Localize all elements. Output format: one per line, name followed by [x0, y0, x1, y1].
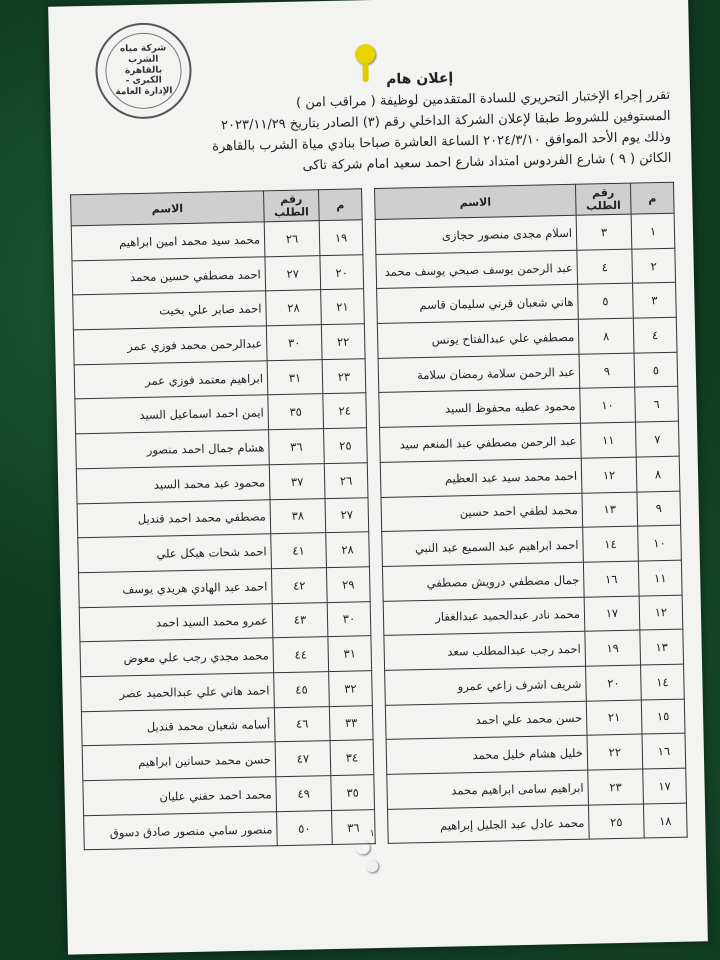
cell-code: ١١ [580, 422, 636, 458]
cell-num: ٢٤ [323, 393, 367, 429]
push-pin-icon [355, 44, 375, 64]
cell-name: ايمن احمد اسماعيل السيد [75, 395, 269, 434]
cell-name: عبد الرحمن سلامة رمضان سلامة [378, 354, 580, 393]
cell-num: ٨ [636, 456, 680, 492]
cell-code: ٤٤ [273, 637, 329, 673]
cell-num: ٢٢ [321, 324, 365, 360]
cell-code: ٢٦ [264, 221, 320, 257]
seal-text: شركة مياه الشرب بالقاهرة الكبرى - الإدارة العامة [115, 43, 173, 98]
cell-code: ٢٨ [266, 290, 322, 326]
cell-num: ٢٣ [322, 358, 366, 394]
cell-num: ٢ [632, 248, 676, 284]
table-row [388, 803, 688, 844]
cell-code: ٤٣ [272, 602, 328, 638]
cell-name: احمد صابر علي بخيت [73, 291, 267, 330]
cell-name: مصطفي محمد احمد قنديل [77, 499, 271, 538]
cell-num: ٢٥ [324, 428, 368, 464]
cell-num: ٣ [633, 283, 677, 319]
cell-code: ١٠ [580, 388, 636, 424]
cell-code: ٤ [577, 249, 633, 285]
candidates-table-right [374, 182, 688, 845]
cell-num: ٣٦ [332, 809, 376, 845]
cell-code: ٥ [578, 284, 634, 320]
cell-name: منصور سامي منصور صادق دسوق [84, 811, 278, 850]
cell-num: ٣٣ [329, 705, 373, 741]
column-header-code: رقم الطلب [264, 190, 320, 222]
cell-code: ٤٦ [274, 706, 330, 742]
column-header-name: الاسم [375, 184, 577, 219]
cell-num: ٢٩ [326, 567, 370, 603]
cell-name: محمد احمد حفني عليان [83, 777, 277, 816]
cell-code: ٢٢ [587, 734, 643, 770]
cell-num: ١٨ [643, 803, 687, 839]
column-header-code: رقم الطلب [575, 183, 631, 215]
candidates-tables [70, 182, 674, 840]
cell-num: ٢٠ [320, 254, 364, 290]
header-line-1: تقرر إجراء الإختبار التحريري للسادة المتقدمين لوظيفة ( مراقب امن ) [295, 87, 671, 111]
cell-name: احمد مصطفي حسين محمد [72, 257, 266, 296]
cell-code: ٣٨ [270, 498, 326, 534]
cell-code: ٢٣ [588, 769, 644, 805]
cell-code: ٣٦ [269, 429, 325, 465]
column-header-num: م [630, 182, 674, 214]
table-row [84, 809, 376, 850]
cell-code: ١٩ [585, 630, 641, 666]
cell-num: ٣٢ [329, 671, 373, 707]
cell-num: ٧ [635, 421, 679, 457]
cell-code: ٢٠ [586, 665, 642, 701]
cell-name: محمد سيد محمد امين ابراهيم [71, 222, 265, 261]
cell-code: ٣٧ [269, 463, 325, 499]
cell-name: عبدالرحمن محمد فوزي عمر [73, 326, 267, 365]
cell-num: ٢٧ [325, 497, 369, 533]
cell-code: ٩ [579, 353, 635, 389]
cell-code: ١٢ [581, 457, 637, 493]
cell-code: ١٤ [583, 526, 639, 562]
cell-name: أسامه شعبان محمد قنديل [81, 707, 275, 746]
cell-name: عمرو محمد السيد احمد [79, 603, 273, 642]
cell-name: احمد ابراهيم عبد السميع عبد النبي [382, 527, 584, 566]
cell-num: ١٧ [643, 768, 687, 804]
announcement-header [110, 66, 672, 178]
column-header-name: الاسم [71, 191, 265, 226]
cell-name: هشام جمال احمد منصور [76, 430, 270, 469]
cell-name: احمد هاني علي عبدالحميد عصر [81, 673, 275, 712]
cell-name: عبد الرحمن يوسف صبحي يوسف محمد [376, 250, 578, 289]
cell-code: ٥٠ [277, 810, 333, 846]
cell-code: ٣ [576, 214, 632, 250]
cell-code: ٣٥ [268, 394, 324, 430]
header-line-3: وذلك يوم الأحد الموافق ٢٠٢٤/٣/١٠ الساعة العاشرة صباحا بنادي مياة الشرب بالقاهرة [212, 129, 672, 155]
cell-name: احمد شحات هيكل علي [78, 534, 272, 573]
cell-name: ابراهيم سامى ابراهيم محمد [387, 770, 589, 809]
cell-name: محمد مجدي رجب علي معوض [80, 638, 274, 677]
cell-code: ٤٧ [275, 741, 331, 777]
cell-code: ٤٩ [276, 776, 332, 812]
cell-name: مصطفي علي عبدالفتاح يونس [377, 319, 579, 358]
cell-code: ٤٥ [274, 672, 330, 708]
cell-num: ١٩ [319, 220, 363, 256]
announcement-paper [48, 0, 708, 955]
cell-name: جمال مصطفي درويش مصطفي [382, 562, 584, 601]
cell-name: ابراهيم معتمد فوزي عمر [74, 361, 268, 400]
cell-code: ٨ [578, 318, 634, 354]
cell-code: ٣٠ [266, 325, 322, 361]
cell-name: محمد لطفي احمد حسين [381, 493, 583, 532]
cell-num: ٣٠ [327, 601, 371, 637]
push-pin-icon [366, 860, 378, 872]
cell-num: ٣٥ [331, 775, 375, 811]
announcement-title: إعلان هام [386, 70, 454, 88]
cell-num: ٤ [633, 317, 677, 353]
cell-num: ٥ [634, 352, 678, 388]
cell-name: محمد عادل عبد الجليل إبراهيم [388, 805, 590, 844]
cell-num: ٢٦ [324, 463, 368, 499]
cell-num: ٣٤ [330, 740, 374, 776]
cell-name: خليل هشام خليل محمد [386, 735, 588, 774]
cell-num: ١٣ [640, 629, 684, 665]
cell-code: ١٦ [583, 561, 639, 597]
header-line-4: الكائن ( ٩ ) شارع الفردوس امتداد شارع احمد سعيد امام شركة تاكى [302, 150, 672, 174]
cell-name: اسلام مجدى منصور حجازى [375, 215, 577, 254]
cell-code: ٣١ [267, 359, 323, 395]
cell-name: محمود عطيه محفوظ السيد [379, 389, 581, 428]
cell-name: محمد نادر عبدالحميد عبدالغفار [383, 597, 585, 636]
cell-name: محمود عبد محمد السيد [76, 465, 270, 504]
cell-name: احمد محمد سيد عبد العظيم [380, 458, 582, 497]
cell-name: احمد عبد الهادي هريدي يوسف [79, 569, 273, 608]
cell-name: عبد الرحمن مصطفي عبد المنعم سيد [380, 423, 582, 462]
cell-num: ٣١ [328, 636, 372, 672]
cell-num: ٩ [637, 491, 681, 527]
cell-num: ١ [631, 213, 675, 249]
cell-num: ٦ [635, 387, 679, 423]
cell-num: ١٢ [639, 595, 683, 631]
cell-name: شريف اشرف زاعي عمرو [385, 666, 587, 705]
cell-name: احمد رجب عبدالمطلب سعد [384, 631, 586, 670]
cell-code: ١٣ [582, 492, 638, 528]
cell-num: ١٤ [641, 664, 685, 700]
candidates-table-left [70, 188, 376, 850]
cell-num: ٢١ [321, 289, 365, 325]
cell-code: ٢٥ [588, 804, 644, 840]
cell-num: ١٦ [642, 733, 686, 769]
cell-code: ٢١ [586, 700, 642, 736]
header-line-2: المستوفين للشروط طبقا لإعلان الشركة الداخلي رقم (٣) الصادر بتاريخ ٢٠٢٣/١١/٢٩ [220, 108, 671, 134]
cell-num: ١٥ [641, 699, 685, 735]
cell-code: ١٧ [584, 596, 640, 632]
column-header-num: م [319, 189, 363, 221]
cell-code: ٢٧ [265, 255, 321, 291]
cell-num: ٢٨ [326, 532, 370, 568]
cell-num: ١٠ [638, 525, 682, 561]
cell-num: ١١ [638, 560, 682, 596]
cell-name: حسن محمد علي احمد [385, 701, 587, 740]
page-number: ١ [369, 828, 376, 840]
cell-name: حسن محمد حسانين ابراهيم [82, 742, 276, 781]
cell-name: هاني شعبان قرني سليمان قاسم [377, 285, 579, 324]
cell-code: ٤١ [271, 533, 327, 569]
cell-code: ٤٢ [271, 567, 327, 603]
